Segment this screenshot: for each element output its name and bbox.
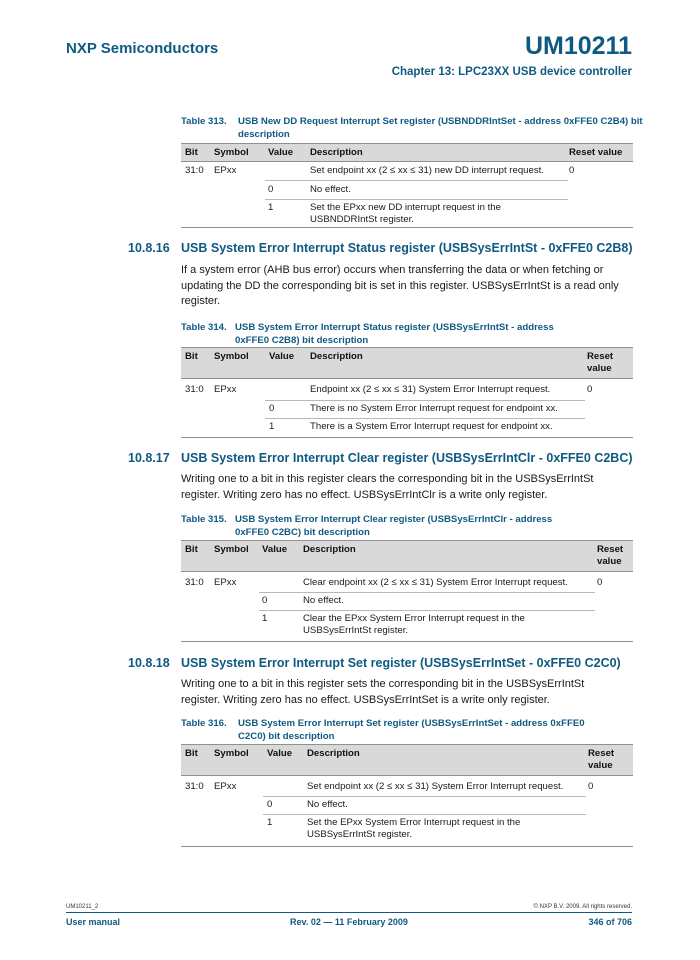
- cell-symbol: EPxx: [214, 384, 237, 395]
- table-313: [181, 143, 633, 227]
- col-reset: Reset value: [588, 748, 615, 771]
- col-description: Description: [310, 147, 363, 158]
- row-divider: [265, 199, 568, 200]
- document-id: UM10211: [524, 32, 632, 60]
- section-body: Writing one to a bit in this register sets the corresponding bit in the USBSysErrIntSt register. Writing zero has no effect. USBSysErrIntSet is a write only register.: [181, 678, 585, 706]
- section-title: USB System Error Interrupt Clear register (USBSysErrIntClr - 0xFFE0 C2BC): [181, 451, 633, 465]
- cell-description: There is no System Error Interrupt request for endpoint xx.: [310, 403, 558, 414]
- col-bit: Bit: [185, 351, 198, 362]
- col-value: Value: [267, 748, 293, 759]
- row-divider: [259, 592, 595, 593]
- cell-description: Clear the EPxx System Error Interrupt request in the USBSysErrIntSt register.: [303, 613, 525, 636]
- table-bottom-rule: [181, 437, 633, 438]
- col-value: Value: [268, 147, 294, 158]
- cell-value: 1: [268, 202, 274, 213]
- cell-value: 1: [269, 421, 275, 432]
- cell-value: 1: [262, 613, 268, 624]
- table-number: Table 315.: [181, 514, 227, 525]
- table-314: [181, 347, 633, 437]
- table-316: [181, 744, 633, 846]
- footer-page-number: 346 of 706: [588, 917, 632, 927]
- table-313-title: [181, 115, 651, 141]
- col-bit: Bit: [185, 748, 198, 759]
- row-divider: [259, 610, 595, 611]
- table-number: Table 313.: [181, 116, 227, 127]
- footer-copyright: © NXP B.V. 2009. All rights reserved.: [533, 904, 632, 910]
- col-description: Description: [307, 748, 360, 759]
- chapter-title: Chapter 13: LPC23XX USB device controller: [391, 66, 632, 78]
- cell-description: No effect.: [310, 184, 351, 195]
- cell-symbol: EPxx: [214, 165, 237, 176]
- company-name: NXP Semiconductors: [66, 40, 219, 57]
- col-reset: Reset value: [597, 544, 624, 567]
- table-315-title: [181, 513, 651, 539]
- table-bottom-rule: [181, 641, 633, 642]
- section-number: 10.8.16: [128, 241, 170, 255]
- table-header-row: [181, 347, 633, 379]
- cell-reset: 0: [569, 165, 575, 176]
- cell-description: Clear endpoint xx (2 ≤ xx ≤ 31) System Error Interrupt request.: [303, 577, 568, 588]
- cell-description: Set the EPxx new DD interrupt request in the USBNDDRIntSt register.: [310, 202, 501, 225]
- cell-description: No effect.: [307, 799, 348, 810]
- table-caption: USB System Error Interrupt Set register (USBSysErrIntSet - address 0xFFE0 C2C0) bit description: [238, 718, 585, 742]
- row-divider: [265, 180, 568, 181]
- footer-revision: Rev. 02 — 11 February 2009: [290, 917, 408, 927]
- cell-value: 1: [267, 817, 273, 828]
- table-caption: USB System Error Interrupt Clear register (USBSysErrIntClr - address 0xFFE0 C2BC) bit description: [235, 514, 553, 538]
- cell-description: Set endpoint xx (2 ≤ xx ≤ 31) System Error Interrupt request.: [307, 781, 564, 792]
- section-title: USB System Error Interrupt Status register (USBSysErrIntSt - 0xFFE0 C2B8): [181, 241, 633, 255]
- cell-bit: 31:0: [185, 384, 204, 395]
- col-value: Value: [262, 544, 288, 555]
- cell-description: No effect.: [303, 595, 344, 606]
- col-symbol: Symbol: [214, 351, 249, 362]
- table-316-title: [181, 717, 651, 743]
- section-number: 10.8.18: [128, 656, 170, 670]
- cell-bit: 31:0: [185, 165, 204, 176]
- cell-bit: 31:0: [185, 577, 204, 588]
- cell-value: 0: [262, 595, 268, 606]
- footer-doc-type: User manual: [66, 917, 121, 927]
- section-title: USB System Error Interrupt Set register (USBSysErrIntSet - 0xFFE0 C2C0): [181, 656, 621, 670]
- row-divider: [265, 418, 585, 419]
- section-number: 10.8.17: [128, 451, 170, 465]
- col-description: Description: [310, 351, 363, 362]
- cell-description: There is a System Error Interrupt request for endpoint xx.: [310, 421, 553, 432]
- col-bit: Bit: [185, 147, 198, 158]
- table-bottom-rule: [181, 227, 633, 228]
- row-divider: [263, 814, 586, 815]
- table-314-title: [181, 321, 651, 347]
- col-symbol: Symbol: [214, 544, 249, 555]
- cell-reset: 0: [597, 577, 603, 588]
- col-reset: Reset value: [569, 147, 623, 158]
- col-bit: Bit: [185, 544, 198, 555]
- col-symbol: Symbol: [214, 748, 249, 759]
- cell-reset: 0: [587, 384, 593, 395]
- row-divider: [265, 400, 585, 401]
- cell-value: 0: [268, 184, 274, 195]
- table-number: Table 314.: [181, 322, 227, 333]
- table-header-row: [181, 744, 633, 776]
- table-caption: USB System Error Interrupt Status register (USBSysErrIntSt - address 0xFFE0 C2B8) bit description: [235, 322, 554, 346]
- table-bottom-rule: [181, 846, 633, 847]
- cell-bit: 31:0: [185, 781, 204, 792]
- table-caption: USB New DD Request Interrupt Set register (USBNDDRIntSet - address 0xFFE0 C2B4) bit description: [238, 116, 643, 140]
- cell-description: Set endpoint xx (2 ≤ xx ≤ 31) new DD interrupt request.: [310, 165, 544, 176]
- col-symbol: Symbol: [214, 147, 249, 158]
- row-divider: [263, 796, 586, 797]
- cell-symbol: EPxx: [214, 577, 237, 588]
- cell-value: 0: [267, 799, 273, 810]
- cell-reset: 0: [588, 781, 594, 792]
- table-315: [181, 540, 633, 641]
- col-value: Value: [269, 351, 295, 362]
- footer-divider: [66, 912, 632, 913]
- col-description: Description: [303, 544, 356, 555]
- section-body: Writing one to a bit in this register clears the corresponding bit in the USBSysErrIntSt register. Writing zero has no effect. USBSysErrIntClr is a write only register.: [181, 473, 594, 501]
- table-header-row: [181, 540, 633, 572]
- cell-description: Set the EPxx System Error Interrupt request in the USBSysErrIntSt register.: [307, 817, 521, 840]
- cell-value: 0: [269, 403, 275, 414]
- col-reset: Reset value: [587, 351, 614, 374]
- table-number: Table 316.: [181, 718, 227, 729]
- cell-symbol: EPxx: [214, 781, 237, 792]
- section-body: If a system error (AHB bus error) occurs when transferring the data or when fetching or updating the DD the corresponding bit is set in this register. USBSysErrIntSt is a read only register.: [181, 264, 619, 307]
- footer-doc-id: UM10211_2: [66, 904, 99, 910]
- cell-description: Endpoint xx (2 ≤ xx ≤ 31) System Error Interrupt request.: [310, 384, 551, 395]
- table-header-row: [181, 143, 633, 162]
